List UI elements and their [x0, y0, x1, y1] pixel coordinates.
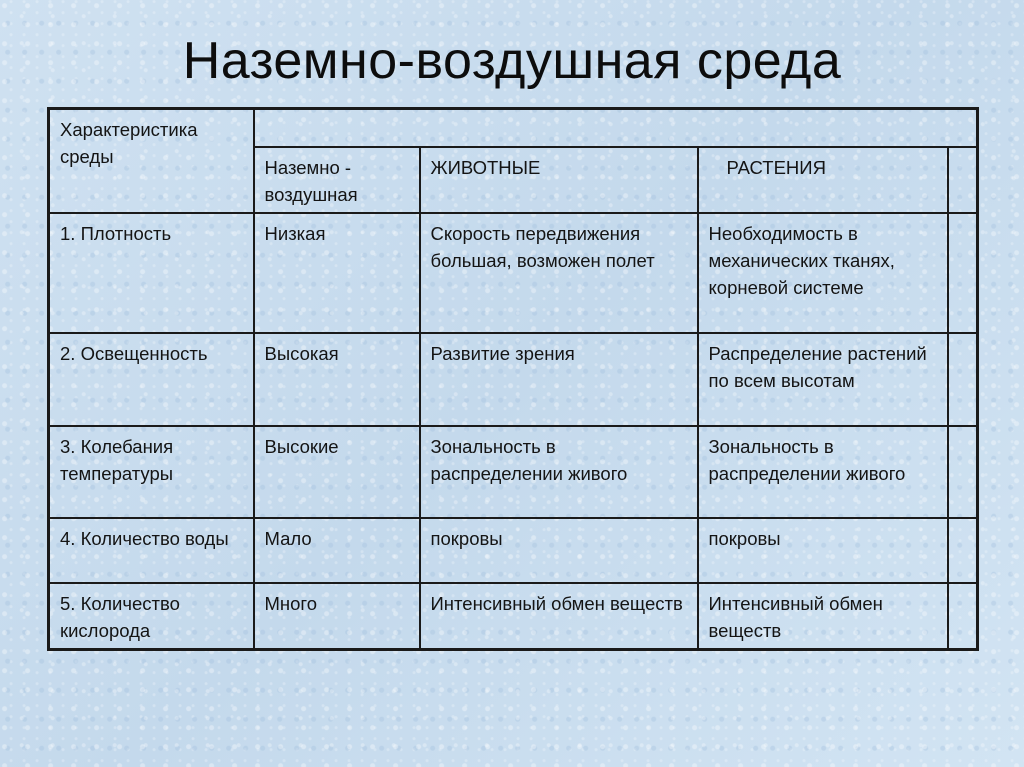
extra-cell [948, 147, 978, 213]
header-animals-cell [420, 147, 698, 213]
table-header-row-top [49, 109, 978, 147]
header-empty-cell [254, 109, 978, 147]
cell-plants: покровы [698, 518, 948, 583]
header-characteristic-cell [49, 109, 254, 213]
table-row [49, 213, 978, 333]
cell-value: Много [254, 583, 420, 650]
cell-plants: Распределение растений по всем высотам [698, 333, 948, 426]
extra-cell [948, 333, 978, 426]
cell-plants: Необходимость в механических тканях, корневой системе [698, 213, 948, 333]
extra-cell [948, 426, 978, 518]
header-environment: Наземно - воздушная [264, 156, 358, 205]
extra-cell [948, 583, 978, 650]
cell-characteristic: 4. Количество воды [49, 518, 254, 583]
cell-value: Высокие [254, 426, 420, 518]
environment-table [47, 107, 979, 651]
extra-cell [948, 518, 978, 583]
cell-characteristic: 3. Колебания температуры [49, 426, 254, 518]
cell-animals: Зональность в распределении живого [420, 426, 698, 518]
header-plants: РАСТЕНИЯ [726, 156, 826, 178]
cell-value: Мало [254, 518, 420, 583]
header-environment-cell [254, 147, 420, 213]
cell-plants: Интенсивный обмен веществ [698, 583, 948, 650]
table-row [49, 426, 978, 518]
header-characteristic: Характеристика среды [60, 119, 198, 167]
page-title: Наземно-воздушная среда [182, 32, 842, 90]
table-row [49, 518, 978, 583]
cell-characteristic: 2. Освещенность [49, 333, 254, 426]
table-row [49, 333, 978, 426]
cell-value: Высокая [254, 333, 420, 426]
cell-animals: покровы [420, 518, 698, 583]
cell-characteristic: 1. Плотность [49, 213, 254, 333]
cell-characteristic: 5. Количество кислорода [49, 583, 254, 650]
cell-animals: Скорость передвижения большая, возможен полет [420, 213, 698, 333]
cell-animals: Интенсивный обмен веществ [420, 583, 698, 650]
cell-plants: Зональность в распределении живого [698, 426, 948, 518]
header-animals: ЖИВОТНЫЕ [430, 156, 541, 178]
header-plants-cell [698, 147, 948, 213]
table-row [49, 583, 978, 650]
cell-animals: Развитие зрения [420, 333, 698, 426]
extra-cell [948, 213, 978, 333]
cell-value: Низкая [254, 213, 420, 333]
